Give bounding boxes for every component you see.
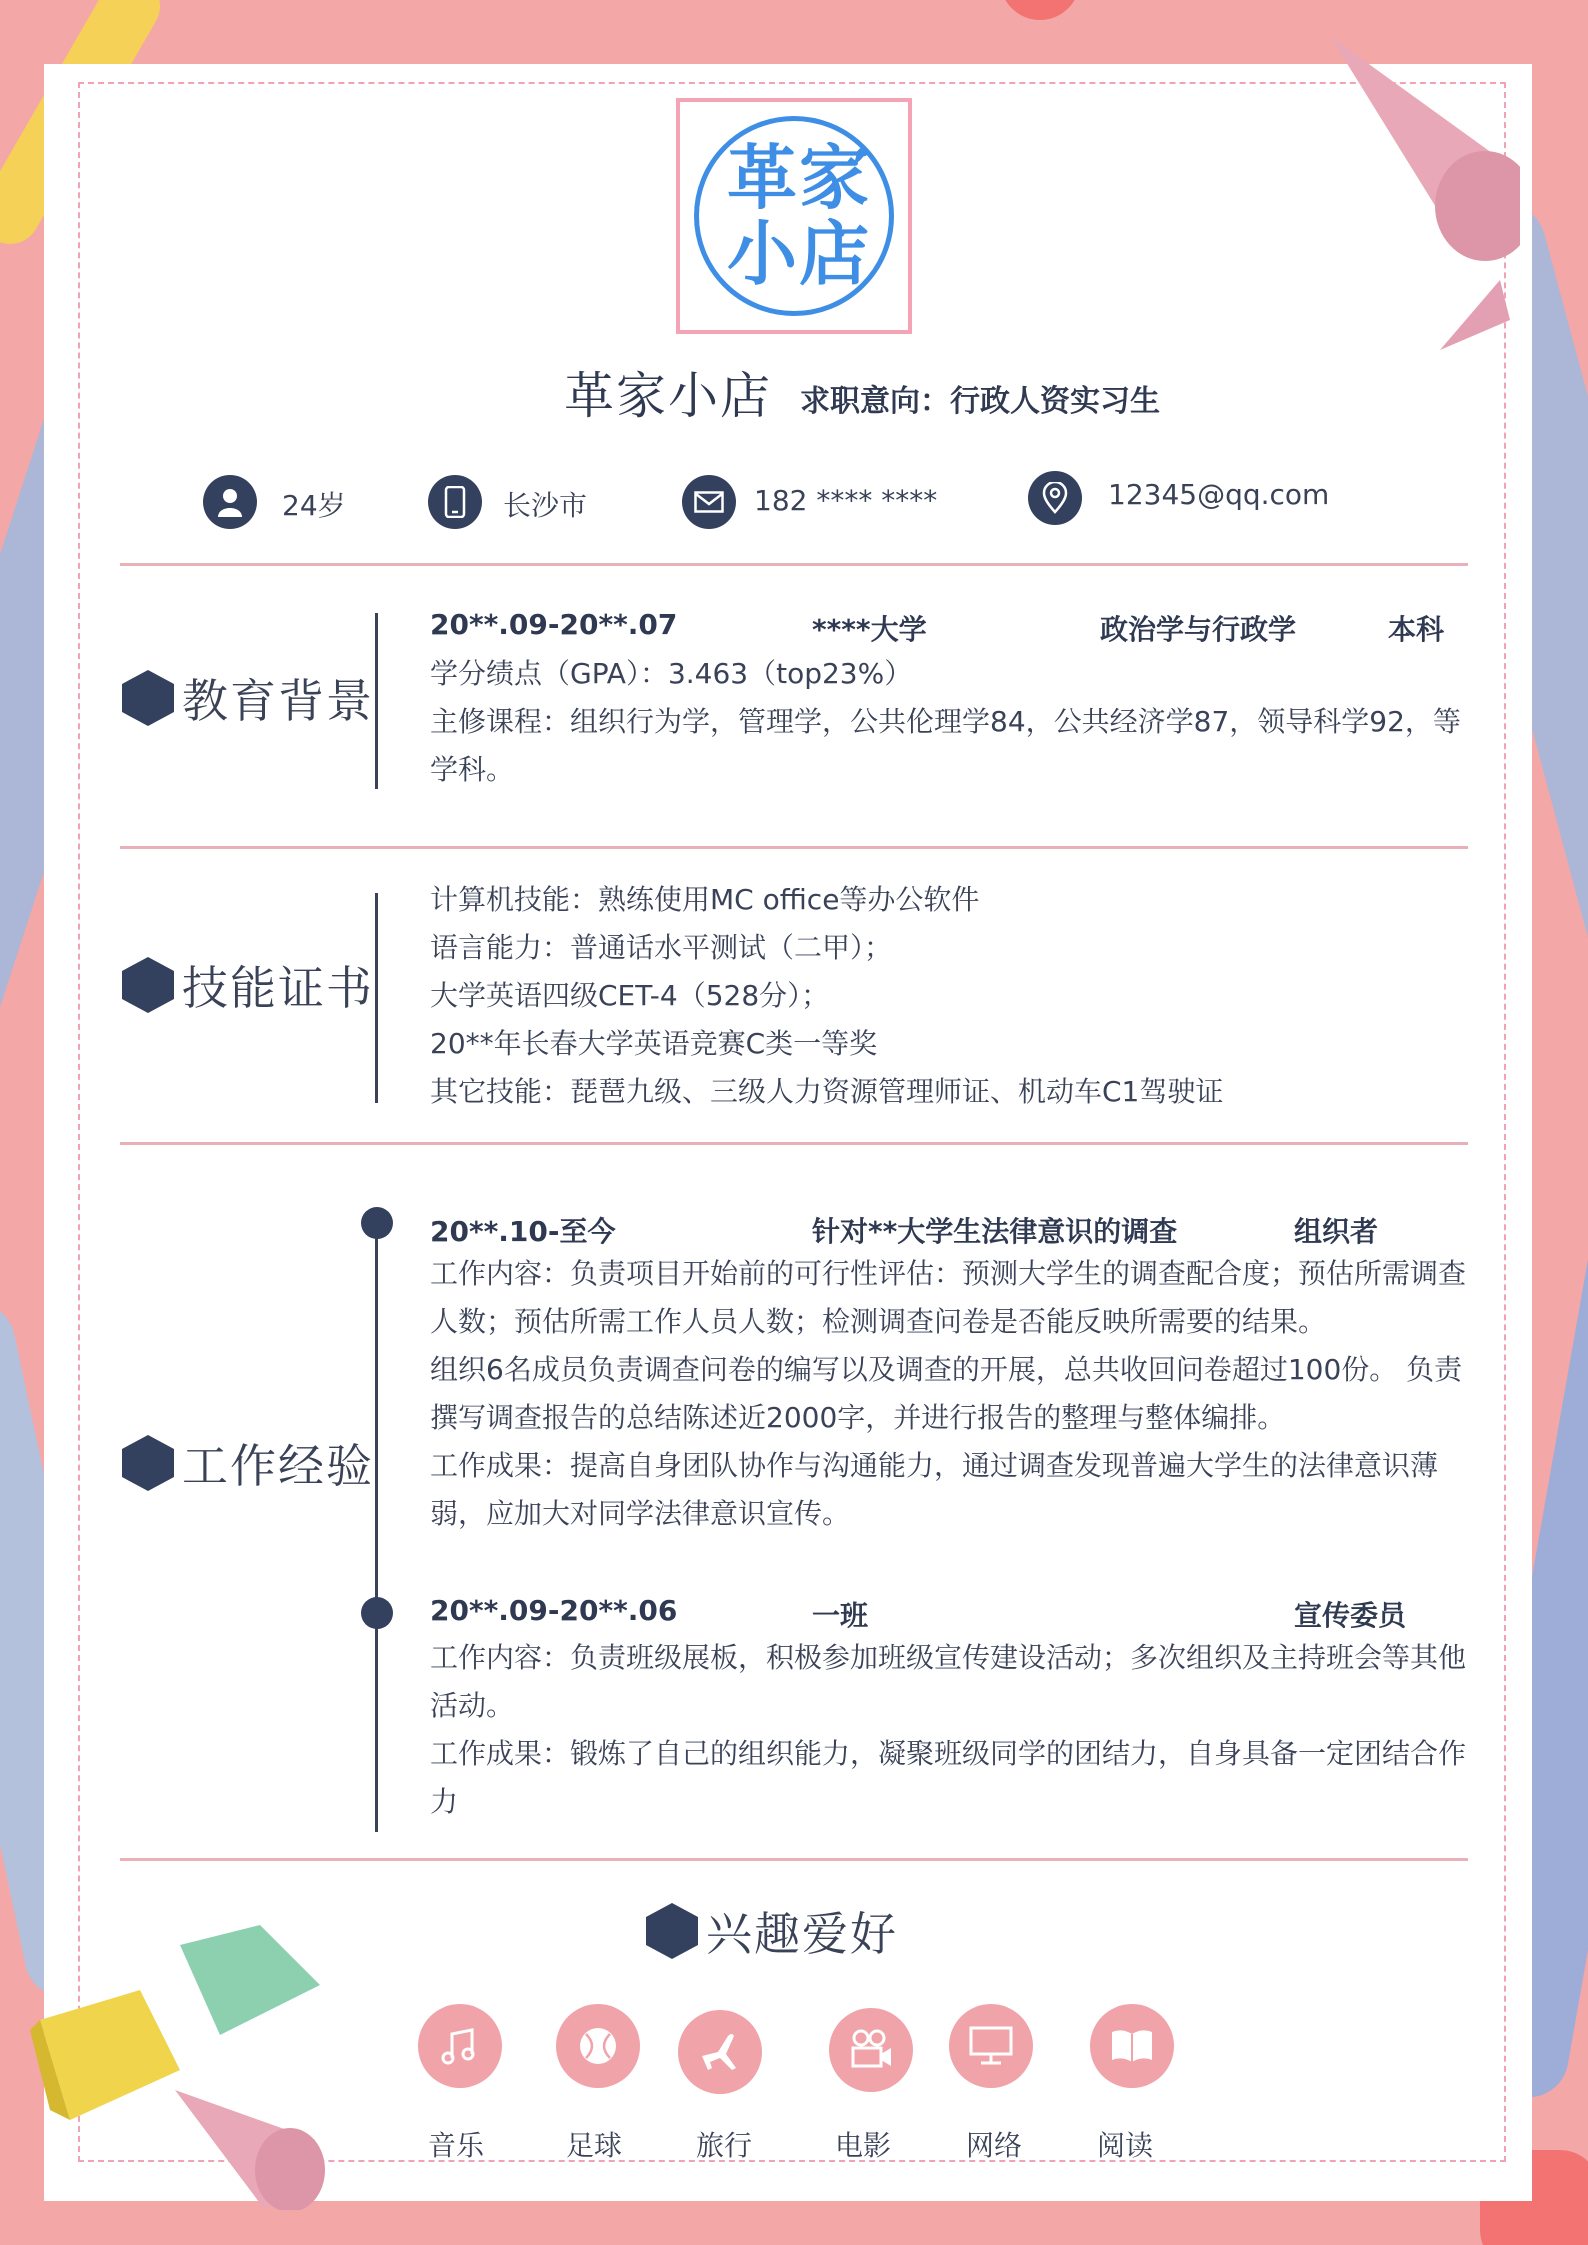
skill-line: 20**年长春大学英语竞赛C类一等奖 [430, 1027, 878, 1060]
phone-text: 182 **** **** [754, 484, 938, 517]
hobby-label: 阅读 [1097, 2129, 1154, 2162]
airplane-icon [678, 2010, 762, 2094]
section-education-heading [122, 665, 374, 731]
logo-char: 家 [799, 136, 869, 219]
hexagon-icon [646, 1903, 698, 1959]
work-line: 工作内容：负责项目开始前的可行性评估：预测大学生的调查配合度；预估所需调查人数；预估所需工作人员人数；检测调查问卷是否能反映所需要的结果。 [430, 1257, 1467, 1338]
logo-char: 店 [799, 212, 869, 295]
hexagon-icon [122, 1435, 174, 1491]
section-skills-heading [122, 952, 374, 1018]
work-line: 工作成果：锻炼了自己的组织能力，凝聚班级同学的团结力，自身具备一定团结合作力 [430, 1737, 1467, 1818]
skill-line: 计算机技能：熟练使用MC office等办公软件 [430, 883, 980, 916]
divider [120, 1858, 1468, 1861]
phone-icon [428, 475, 482, 529]
city-text: 长沙市 [503, 489, 588, 522]
location-pin-icon [1028, 471, 1082, 525]
divider [120, 1142, 1468, 1145]
timeline-line [375, 1222, 378, 1832]
section-title: 技能证书 [182, 961, 374, 1015]
timeline-line [375, 893, 378, 1103]
work-period: 20**.10-至今 [430, 1215, 616, 1248]
edu-school: ****大学 [812, 613, 927, 646]
skill-line: 其它技能：琵琶九级、三级人力资源管理师证、机动车C1驾驶证 [430, 1075, 1224, 1108]
book-icon [1090, 2004, 1174, 2088]
music-note-icon [418, 2004, 502, 2088]
timeline-dot [361, 1597, 393, 1629]
cone-decoration-bottom [175, 2080, 325, 2210]
job-intent: 求职意向：行政人资实习生 [800, 384, 1160, 419]
edu-degree: 本科 [1388, 613, 1445, 646]
hobby-label: 音乐 [428, 2129, 485, 2162]
prism-decoration [180, 1925, 320, 2035]
logo-seal [694, 116, 894, 316]
skill-line: 大学英语四级CET-4（528分）； [430, 979, 830, 1012]
film-camera-icon [829, 2008, 913, 2092]
hobby-label: 旅行 [696, 2129, 753, 2162]
work-role: 宣传委员 [1294, 1599, 1407, 1632]
divider [120, 563, 1468, 566]
work-period: 20**.09-20**.06 [430, 1594, 678, 1627]
hobby-label: 足球 [566, 2129, 623, 2162]
mail-icon [682, 475, 736, 529]
work-line: 工作内容：负责班级展板，积极参加班级宣传建设活动；多次组织及主持班会等其他活动。 [430, 1641, 1467, 1722]
work-project: 一班 [812, 1599, 869, 1632]
work-role: 组织者 [1294, 1215, 1379, 1248]
edu-period: 20**.09-20**.07 [430, 608, 678, 641]
hexagon-icon [122, 670, 174, 726]
age-text: 24岁 [282, 489, 346, 522]
small-cone-decoration [1440, 280, 1510, 350]
cube-decoration [30, 1990, 180, 2120]
edu-major: 政治学与行政学 [1100, 613, 1297, 646]
section-title: 教育背景 [182, 674, 374, 728]
work-line: 工作成果：提高自身团队协作与沟通能力，通过调查发现普遍大学生的法律意识薄弱，应加大对同学法律意识宣传。 [430, 1449, 1439, 1530]
section-hobbies-heading [646, 1898, 898, 1964]
timeline-dot [361, 1207, 393, 1239]
section-work-heading [122, 1430, 374, 1496]
section-title: 兴趣爱好 [706, 1907, 898, 1961]
timeline-line [375, 613, 378, 789]
cone-decoration-top [1320, 36, 1520, 266]
work-project: 针对**大学生法律意识的调查 [812, 1215, 1178, 1248]
logo-char: 小 [727, 212, 797, 295]
hobby-label: 网络 [966, 2129, 1023, 2162]
logo-char: 革 [727, 136, 797, 219]
edu-gpa: 学分绩点（GPA）：3.463（top23%） [430, 657, 913, 690]
person-icon [203, 475, 257, 529]
edu-courses: 主修课程：组织行为学，管理学，公共伦理学84，公共经济学87，领导科学92，等学科。 [430, 705, 1461, 786]
hexagon-icon [122, 957, 174, 1013]
dashed-border [78, 82, 1506, 2162]
hobby-label: 电影 [835, 2129, 892, 2162]
monitor-icon [949, 2004, 1033, 2088]
section-title: 工作经验 [182, 1439, 374, 1493]
email-text: 12345@qq.com [1108, 478, 1330, 511]
skill-line: 语言能力：普通话水平测试（二甲）； [430, 931, 893, 964]
work-line: 组织6名成员负责调查问卷的编写以及调查的开展，总共收回问卷超过100份。 负责撰写调查报告的总结陈述近2000字，并进行报告的整理与整体编排。 [430, 1353, 1463, 1434]
ball-icon [556, 2004, 640, 2088]
logo [676, 98, 912, 334]
divider [120, 846, 1468, 849]
candidate-name: 革家小店 [564, 367, 772, 425]
